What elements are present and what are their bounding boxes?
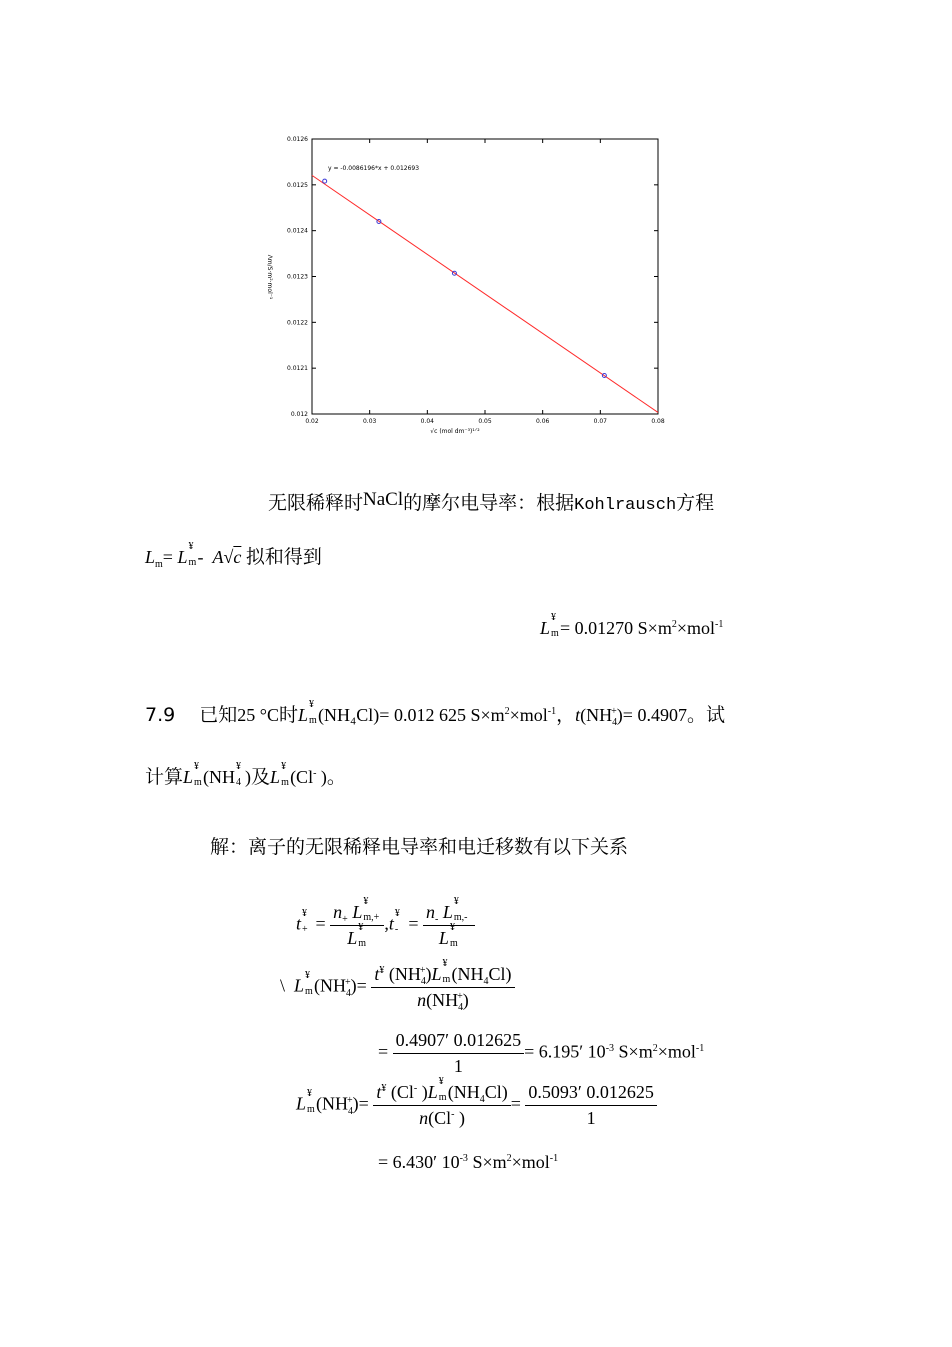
kohlrausch-equation: $L_m= L$ ¥ m - A√c 拟和得到 xyxy=(145,541,322,570)
cl-derivation: L ¥ m $(NH_4^+)=$ t¥ (Cl- )L ¥ m $(NH_4Cl)$ n(Cl- ) = $\frac{0.5093' 0.012625}{1}$ xyxy=(296,1082,657,1129)
data-point-0 xyxy=(323,179,327,183)
question-comma: ， xyxy=(556,704,576,726)
cl-result-unit2: ×mol xyxy=(511,1152,550,1172)
eq-after-text: 拟和得到 xyxy=(245,546,322,568)
question-value-1-unit: ×mol xyxy=(509,705,548,725)
chart-annotation: y = -0.0086196*x + 0.012693 xyxy=(328,165,420,172)
x-tick-label-1: 0.03 xyxy=(362,418,377,425)
question-value-1: (NH₄Cl)= 0.012 625 S×m xyxy=(318,705,505,725)
caption-mid: 的摩尔电导率：根据 xyxy=(403,492,575,514)
result-unit: ×mol xyxy=(676,618,715,638)
nh4-result: = $\frac{0.4907' 0.012625}{1}$ = 6.195′ $10^{-3}$ $S\times m^2\times mol^{-1}$ xyxy=(378,1030,705,1076)
result-value: = 0.01270 S×m xyxy=(560,618,672,638)
plot-frame xyxy=(312,139,658,414)
x-tick-label-2: 0.04 xyxy=(420,418,435,425)
nh4-result-unit: S×m xyxy=(614,1041,653,1062)
cl-result-value: = 6.430′ 10 xyxy=(378,1152,460,1172)
y-tick-label-0: 0.012 xyxy=(290,411,308,418)
caption-post: 方程 xyxy=(676,492,715,514)
result-line: L ¥ m = 0.01270 $S\times m^2\times mol^{-1}$ xyxy=(540,612,724,639)
nh4-fraction-numerator: 0.4907′ 0.012625 xyxy=(393,1030,524,1054)
y-tick-label-5: 0.0125 xyxy=(287,181,308,189)
question-value-2: = 0.4907 xyxy=(622,705,687,725)
caption-pre: 无限稀释时 xyxy=(268,492,364,514)
question-when: 时 xyxy=(279,704,299,726)
y-tick-label-4: 0.0124 xyxy=(287,227,308,235)
solution-intro: 解：离子的无限稀释电导率和电迁移数有以下关系 xyxy=(210,836,629,858)
question-and: 及 xyxy=(251,766,271,788)
cl-fraction-denominator: 1 xyxy=(586,1108,596,1128)
question-end: 。 xyxy=(326,766,346,788)
question-line-2: 计算L ¥ m (NH ¥ 4 )及L ¥ m (Cl- )。 xyxy=(145,761,346,788)
nh4-result-value: = 6.195′ 10 xyxy=(524,1041,606,1062)
question-try: 。试 xyxy=(686,704,725,726)
caption-kohlrausch: Kohlrausch xyxy=(574,496,677,515)
y-tick-label-2: 0.0122 xyxy=(287,319,308,327)
y-tick-label-3: 0.0123 xyxy=(287,273,308,281)
cl-fraction-numerator: 0.5093′ 0.012625 xyxy=(525,1082,656,1106)
cl-result-unit: S×m xyxy=(467,1152,507,1172)
x-tick-label-5: 0.07 xyxy=(593,418,608,425)
y-tick-label-6: 0.0126 xyxy=(287,136,308,143)
y-tick-label-1: 0.0121 xyxy=(287,365,308,373)
x-tick-label-6: 0.08 xyxy=(651,418,665,425)
nh4-result-unit2: ×mol xyxy=(657,1041,696,1062)
cl-result: = 6.430′ $10^{-3}$ $S\times m^2\times mol^{-1}$ xyxy=(378,1152,559,1172)
caption-line xyxy=(268,488,714,515)
y-axis-label: Λm/S·m²·mol⁻¹ xyxy=(266,254,273,300)
caption-nacl: NaCl xyxy=(363,489,404,510)
conductivity-chart xyxy=(250,130,680,440)
question-temp: 25 °C xyxy=(237,705,279,725)
nh4-fraction-denominator: 1 xyxy=(453,1056,463,1076)
x-tick-label-3: 0.05 xyxy=(478,418,492,425)
question-known: 已知 xyxy=(199,704,238,726)
question-number: 7.9 xyxy=(145,704,176,726)
question-line-1: 7.9 已知25 °C时L ¥ m (NH₄Cl)= 0.012 625 $S\times m^2\times mol^{-1}$，$t(NH_4^+)= 0.4907$。试 xyxy=(145,699,725,728)
nh4-derivation: \ L ¥ m $(NH_4^+)=$ t¥ $(NH_4^+)L$ ¥ m $(NH_4Cl)$ $n(NH_4^+)$ xyxy=(280,964,515,1011)
question-calc: 计算 xyxy=(145,766,184,788)
x-tick-label-4: 0.06 xyxy=(535,418,550,425)
x-tick-label-0: 0.02 xyxy=(305,418,319,425)
x-axis-label: √c (mol dm⁻³)¹ᐟ² xyxy=(430,428,480,435)
transference-definition: t ¥ + = $n_+$ L ¥ m,+ L ¥ m ,t ¥ - = $n_-$ L ¥ m,- L ¥ m xyxy=(296,902,475,949)
therefore-symbol: \ xyxy=(280,975,286,996)
